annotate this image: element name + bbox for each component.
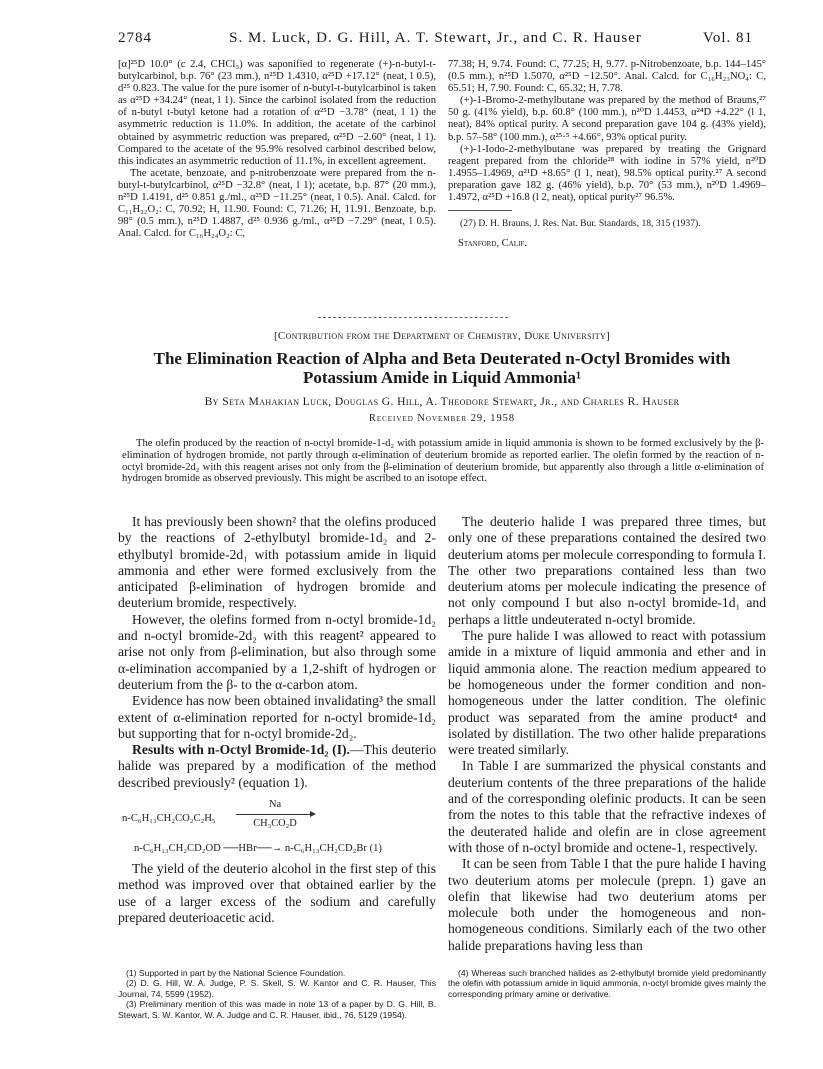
body-right-column bbox=[448, 514, 766, 956]
received-date: Received November 29, 1958 bbox=[368, 413, 516, 424]
byline: By Seta Mahakian Luck, Douglas G. Hill, A. Theodore Stewart, Jr., and Charles R. Hauser bbox=[204, 395, 680, 408]
paragraph: The yield of the deuterio alcohol in the first step of this method was improved over that obtained earlier by the use of a larger excess of the sodium and carefully prepared deuterioacetic acid. bbox=[118, 861, 436, 925]
paragraph: The deuterio halide I was prepared three times, but only one of these preparations contained the desired two deuterium atoms per molecule corresponding to formula I. The other two preparations contained less than two deuterium atoms per molecule indicating the presence of not only compound I but also n-octyl bromide-1d₁ and perhaps a little undeuterated n-octyl bromide. bbox=[448, 514, 766, 627]
paragraph: However, the olefins formed from n-octyl bromide-1d₂ and n-octyl bromide-2d₂ with this reagent² appeared to arise not only from β-elimination, but also through some α-elimination accompanied by a 1,2-shift of hydrogen or deuterium from the β- to the α-carbon atom. bbox=[118, 611, 436, 692]
paragraph: It has previously been shown² that the olefins produced by the reactions of 2-ethylbutyl bromide-1d₂ and 2-ethylbutyl bromide-2d₁ with potassium amide in liquid ammonia and ether were formed exclusively from the anticipated β-elimination of hydrogen bromide and deuterium bromide, respectively. bbox=[118, 514, 436, 611]
run-in-heading: Results with n-Octyl Bromide-1d₂ (I). bbox=[132, 742, 350, 758]
reagent-bottom: CH₃CO₂D bbox=[253, 818, 297, 830]
footnotes-right bbox=[448, 968, 766, 999]
paragraph: The pure halide I was allowed to react with potassium amide in a mixture of liquid ammonia and ether and in liquid ammonia alone. The reaction medium appeared to be homogeneous under the former condition and non-homogeneous under the latter condition. The olefinic product was separated from the amine product⁴ and isolated by distillation. The two other halide preparations were treated similarly. bbox=[448, 628, 766, 758]
arrow-line bbox=[236, 814, 314, 815]
footnote: (2) D. G. Hill, W. A. Judge, P. S. Skell, S. W. Kantor and C. R. Hauser, This Journal, 74, 5599 (1952). bbox=[118, 978, 436, 999]
footnote: (27) D. H. Brauns, J. Res. Nat. Bur. Standards, 18, 315 (1937). bbox=[460, 218, 701, 230]
paragraph: The acetate, benzoate, and p-nitrobenzoate were prepared from the n-butyl-t-butylcarbinol, α²⁵D −32.8° (neat, l 1); acetate, b.p. 87° (20 mm.), n²⁵D 1.4191, d²⁵ 0.851 g./ml., α²⁵D −11.25° (neat, l 0.5). Anal. Calcd. for C₁₁H₂₂O₂: C, 70.92; H, 11.90. Found: C, 71.26; H, 11.91. Benzoate, b.p. 98° (0.5 mm.), n²⁵D 1.4887, d²⁵ 0.936 g./ml., α²⁵D −7.29° (neat, l 0.5). Anal. Calcd. for C₁₆H₂₄O₂: C, bbox=[118, 167, 436, 240]
page-number: 2784 bbox=[118, 30, 152, 46]
contribution-line: [Contribution from the Department of Chemistry, Duke University] bbox=[273, 330, 611, 342]
reaction-arrow bbox=[236, 797, 314, 833]
paragraph: Evidence has now been obtained invalidating³ the small extent of α-elimination reported for n-octyl bromide-1d₂ but supporting that for n-octyl bromide-2d₂. bbox=[118, 693, 436, 741]
top-right-column bbox=[448, 59, 766, 299]
volume-label: Vol. 81 bbox=[702, 30, 753, 46]
article-separator bbox=[318, 317, 508, 318]
equation-reactant: n-C₆H₁₃CH₂CO₂C₂H₅ bbox=[122, 813, 216, 825]
running-authors: S. M. Luck, D. G. Hill, A. T. Stewart, Jr., and C. R. Hauser bbox=[229, 30, 642, 46]
reagent-top: Na bbox=[268, 799, 282, 811]
paragraph: In Table I are summarized the physical constants and deuterium contents of the three preparations of the halide and of the corresponding olefinic products. It can be seen from the notes to this table that the refractive indexes of the deuterated halide and olefin are in close agreement with those of n-octyl bromide and octene-1, respectively. bbox=[448, 758, 766, 855]
abstract: The olefin produced by the reaction of n-octyl bromide-1-d₂ with potassium amide in liquid ammonia is shown to be formed exclusively by the β-elimination of hydrogen bromide, not partly through α-elimination of deuterium bromide as reported earlier. The olefin formed by the reaction of n-octyl bromide-2d₂ with this reagent arises not only from the β-elimination of deuterium bromide, but apparently also through a little α-elimination of hydrogen bromide as observed previously. This might be ascribed to an isotope effect. bbox=[122, 438, 764, 485]
equation-1 bbox=[118, 797, 436, 857]
equation-line-2: n-C₆H₁₃CH₂CD₂OD ──HBr──→ n-C₆H₁₃CH₂CD₂Br (1) bbox=[134, 843, 382, 855]
paragraph: (+)-1-Iodo-2-methylbutane was prepared by treating the Grignard reagent prepared from the chloride²⁸ with iodine in 57% yield, n²⁰D 1.4955–1.4969, α²¹D +8.65° (l 1, neat), 98.5% optical purity.²⁷ A second preparation gave 182 g. (46% yield), b.p. 70° (53 mm.), n²⁰D 1.4969–1.4972, α²⁵D +16.8 (l 2, neat), optical purity²⁷ 96.5%. bbox=[448, 143, 766, 204]
paragraph: It can be seen from Table I that the pure halide I having two deuterium atoms per molecule (prepn. 1) gave an olefin that likewise had two deuterium atoms per molecule both under the homogeneous and non-homogeneous conditions. Similarly each of the two other halide preparations having less than bbox=[448, 856, 766, 953]
running-header bbox=[118, 30, 753, 50]
article-title: The Elimination Reaction of Alpha and Beta Deuterated n-Octyl Bromides with Potassium Amide in Liquid Ammonia¹ bbox=[153, 349, 731, 387]
paragraph: (+)-1-Bromo-2-methylbutane was prepared by the method of Brauns,²⁷ 50 g. (41% yield), b.p. 60.8° (100 mm.), n²⁰D 1.4453, α²⁴D +4.22° (l 1, neat), 84% optical purity. A second preparation gave 104 g. (43% yield), b.p. 57–58° (100 mm.), α²⁵·⁵ +4.66°, 93% optical purity. bbox=[448, 95, 766, 143]
footnote-divider bbox=[448, 210, 512, 211]
top-left-column bbox=[118, 59, 436, 289]
footnote: (3) Preliminary mention of this was made in note 13 of a paper by D. G. Hill, B. Stewart, S. W. Kantor, W. A. Judge and C. R. Hauser, ibid., 76, 5129 (1954). bbox=[118, 999, 436, 1020]
paragraph-text: —This deuterio halide was prepared by a modification of the method described previously² (equation 1). bbox=[118, 742, 436, 790]
paragraph bbox=[118, 742, 436, 791]
footnotes-left bbox=[118, 968, 436, 1020]
paragraph: [α]²⁵D 10.0° (c 2.4, CHCl₃) was saponified to regenerate (+)-n-butyl-t-butylcarbinol, b.p. 76° (23 mm.), n²⁵D 1.4310, α²⁵D +17.12° (neat, l 0.5), d²⁵ 0.823. The value for the pure isomer of n-butyl-t-butylcarbinol is taken as α²⁵D +34.24° (neat, l 1). Since the carbinol isolated from the reduction of n-butyl t-butyl ketone had a rotation of α²⁵D −3.78° (neat, l 1) the asymmetric reduction is 11.0%. In addition, the acetate of the carbinol obtained by asymmetric reduction was prepared, α²⁵D −2.60° (neat, l 1). Compared to the acetate of the 95.9% resolved carbinol described below, this indicates an asymmetric reduction of 11.1%, in excellent agreement. bbox=[118, 59, 436, 167]
paragraph: 77.38; H, 9.74. Found: C, 77.25; H, 9.77. p-Nitrobenzoate, b.p. 144–145° (0.5 mm.), n²⁵D 1.5070, α²⁵D −12.50°. Anal. Calcd. for C₁₆H₂₃NO₄: C, 65.51; H, 7.90. Found: C, 65.32; H, 7.78. bbox=[448, 59, 766, 95]
footnote: (1) Supported in part by the National Science Foundation. bbox=[126, 968, 346, 978]
body-left-column bbox=[118, 514, 436, 956]
place-line: Stanford, Calif. bbox=[458, 238, 527, 250]
footnote: (4) Whereas such branched halides as 2-ethylbutyl bromide yield predominantly the olefin with potassium amide in liquid ammonia, n-octyl bromide gives mainly the corresponding primary amine or derivative. bbox=[448, 968, 766, 999]
